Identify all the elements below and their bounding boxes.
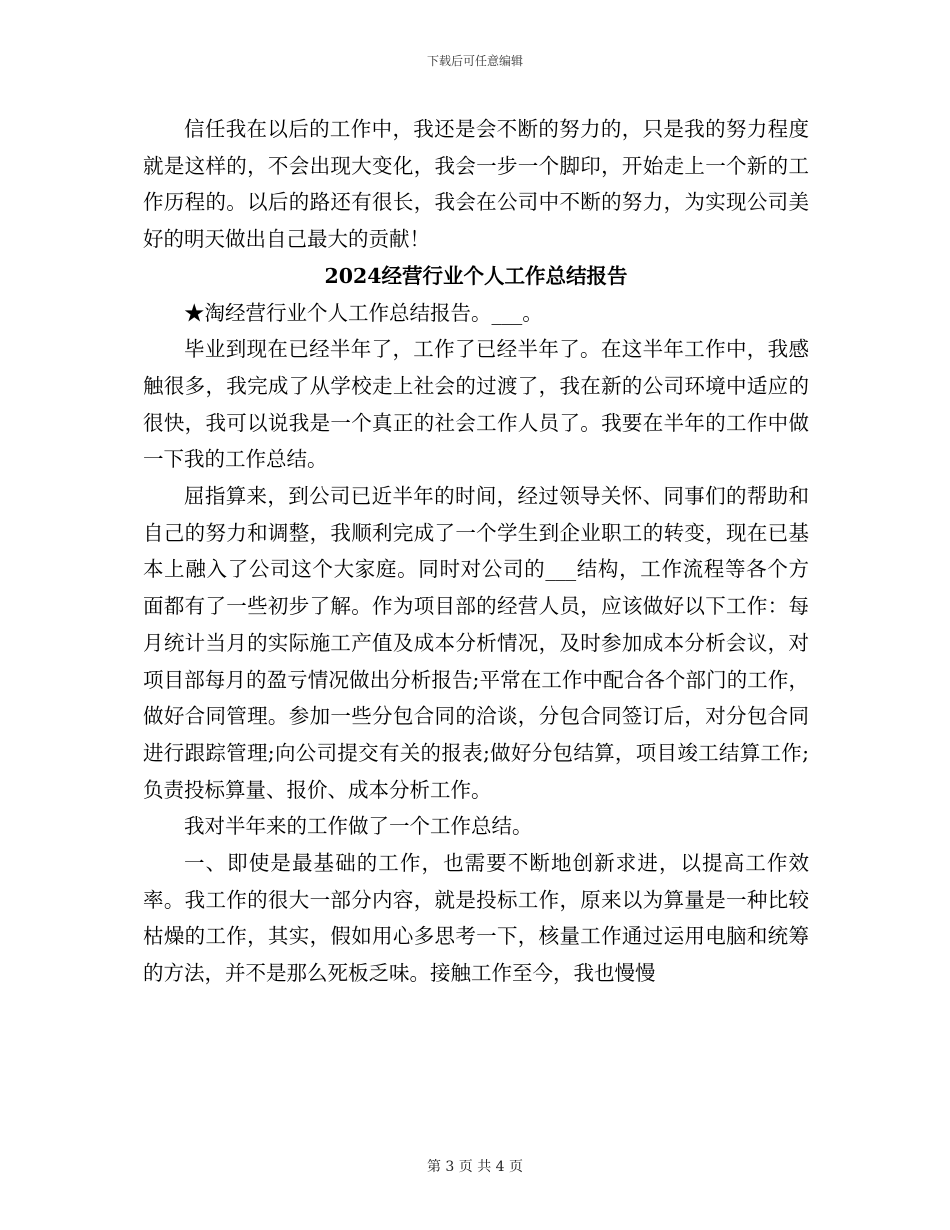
paragraph: 一、即使是最基础的工作，也需要不断地创新求进，以提高工作效率。我工作的很大一部分内容，就是投标工作，原来以为算量是一种比较枯燥的工作，其实，假如用心多思考一下，核量工作通过运用电脑和统筹的方法，并不是那么死板乏味。接触工作至今，我也慢慢 (143, 851, 809, 986)
page-header-note: 下载后可任意编辑 (426, 54, 523, 68)
paragraph: 毕业到现在已经半年了，工作了已经半年了。在这半年工作中，我感触很多，我完成了从学校走上社会的过渡了，我在新的公司环境中适应的很快，我可以说我是一个真正的社会工作人员了。我要在半年的工作中做一下我的工作总结。 (143, 337, 809, 472)
document-title: 2024经营行业个人工作总结报告 (324, 263, 628, 288)
paragraph: 我对半年来的工作做了一个工作总结。 (184, 814, 533, 839)
page-number: 第 3 页 共 4 页 (426, 1159, 524, 1175)
document-body (143, 111, 809, 992)
paragraph: 屈指算来，到公司已近半年的时间，经过领导关怀、同事们的帮助和自己的努力和调整，我顺利完成了一个学生到企业职工的转变，现在已基本上融入了公司这个大家庭。同时对公司的___结构，工作流程等各个方面都有了一些初步了解。作为项目部的经营人员，应该做好以下工作：每月统计当月的实际施工产值及成本分析情况，及时参加成本分析会议，对项目部每月的盈亏情况做出分析报告;平常在工作中配合各个部门的工作，做好合同管理。参加一些分包合同的洽谈，分包合同签订后，对分包合同进行跟踪管理;向公司提交有关的报表;做好分包结算，项目竣工结算工作;负责投标算量、报价、成本分析工作。 (143, 484, 809, 802)
intro-paragraph: 信任我在以后的工作中，我还是会不断的努力的，只是我的努力程度就是这样的，不会出现大变化，我会一步一个脚印，开始走上一个新的工作历程的。以后的路还有很长，我会在公司中不断的努力，为实现公司美好的明天做出自己最大的贡献！ (143, 117, 809, 252)
paragraph-source-note: ★淘经营行业个人工作总结报告。___。 (184, 300, 543, 325)
